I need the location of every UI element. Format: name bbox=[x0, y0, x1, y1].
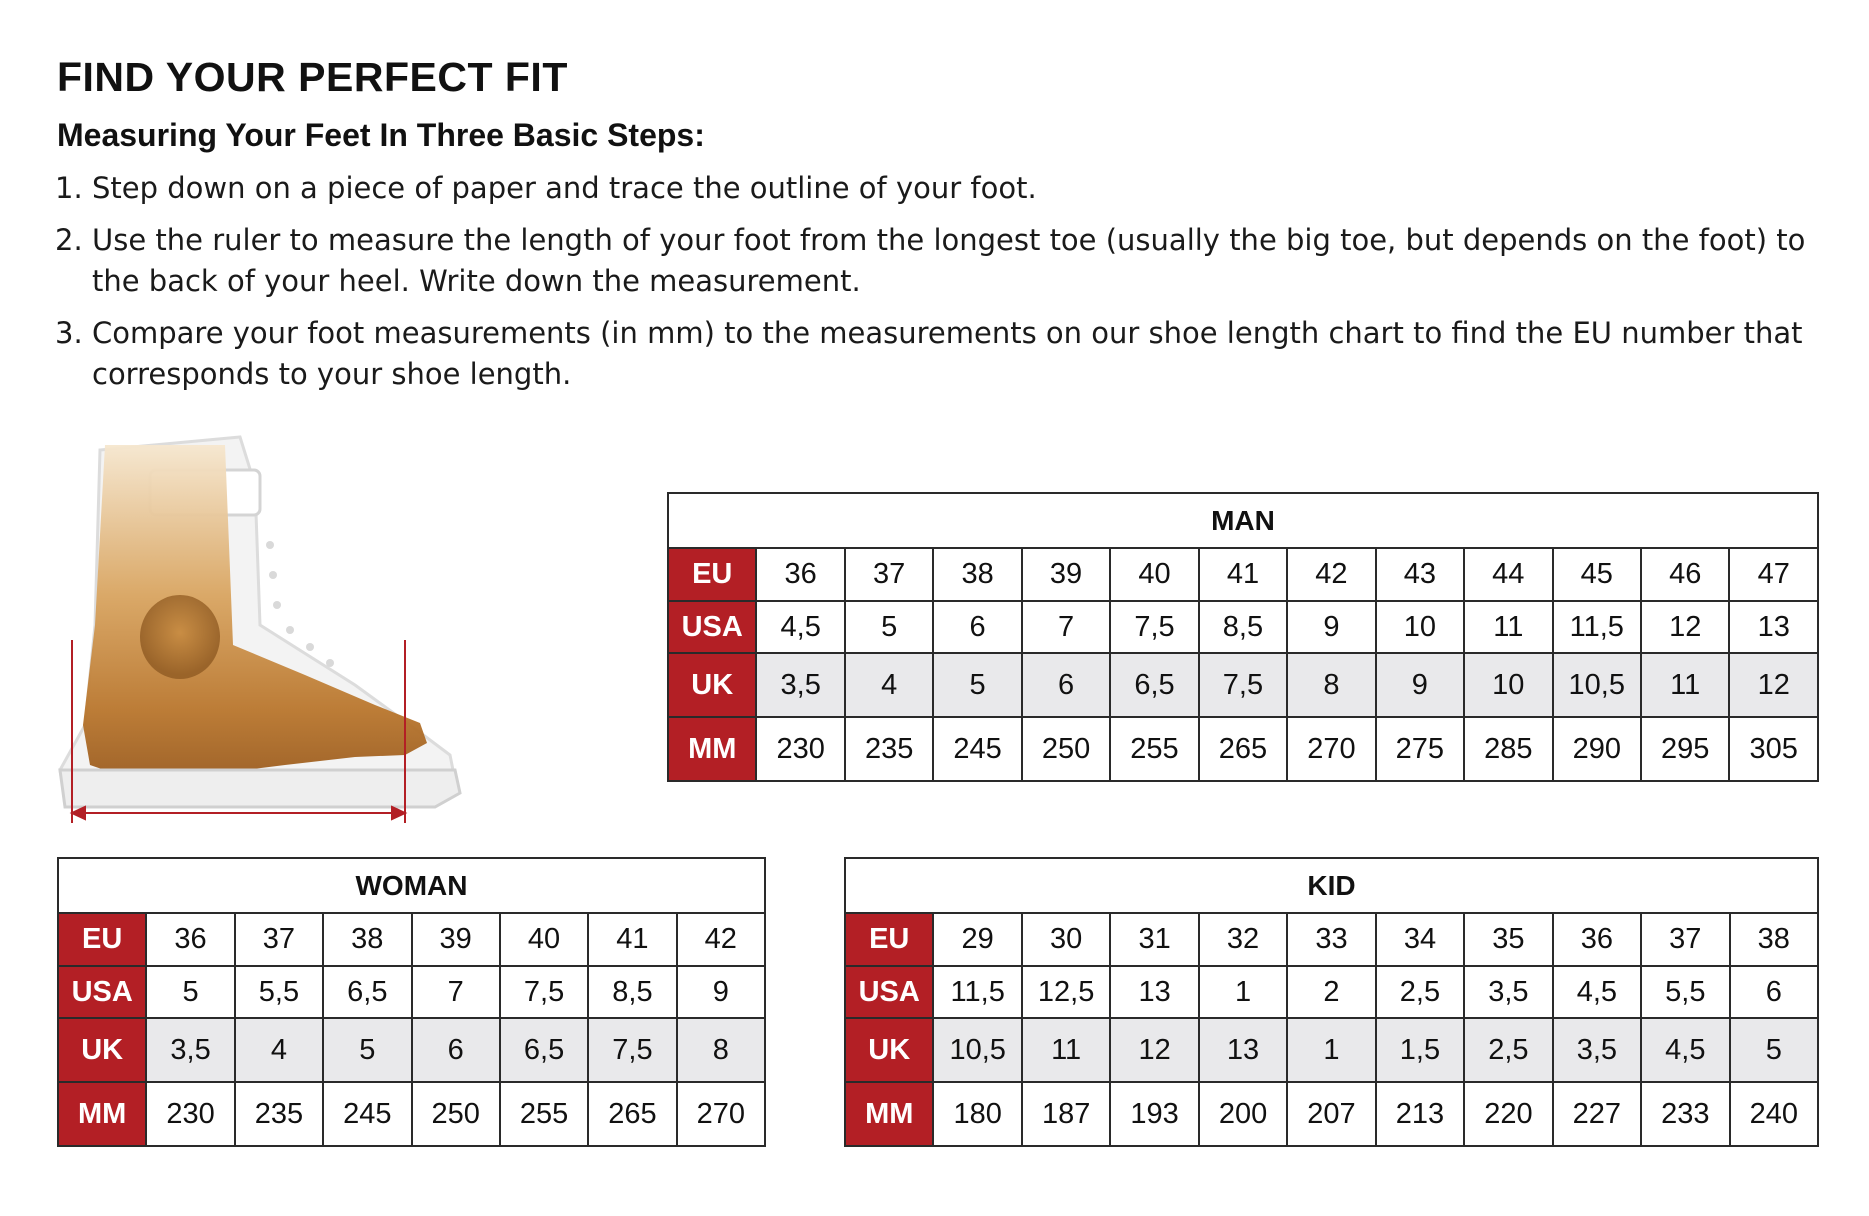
size-cell: 227 bbox=[1553, 1082, 1641, 1146]
size-cell: 207 bbox=[1287, 1082, 1375, 1146]
size-cell: 37 bbox=[1641, 913, 1729, 966]
steps-heading: Measuring Your Feet In Three Basic Steps: bbox=[57, 117, 705, 153]
size-cell: 270 bbox=[677, 1082, 765, 1146]
kid-row-eu bbox=[845, 913, 1818, 966]
size-cell: 265 bbox=[588, 1082, 676, 1146]
size-cell: 2,5 bbox=[1376, 966, 1464, 1018]
size-cell: 2,5 bbox=[1464, 1018, 1552, 1082]
size-cell: 255 bbox=[500, 1082, 588, 1146]
size-cell: 245 bbox=[323, 1082, 411, 1146]
size-cell: 10,5 bbox=[1553, 653, 1641, 717]
size-cell: 11,5 bbox=[1553, 601, 1641, 653]
size-cell: 8 bbox=[1287, 653, 1375, 717]
size-cell: 245 bbox=[933, 717, 1021, 781]
size-cell: 11,5 bbox=[933, 966, 1021, 1018]
size-cell: 36 bbox=[146, 913, 234, 966]
size-cell: 35 bbox=[1464, 913, 1552, 966]
row-label: MM bbox=[668, 717, 756, 781]
size-cell: 43 bbox=[1376, 548, 1464, 601]
size-cell: 1 bbox=[1287, 1018, 1375, 1082]
row-label: USA bbox=[58, 966, 146, 1018]
size-cell: 7 bbox=[412, 966, 500, 1018]
row-label: EU bbox=[668, 548, 756, 601]
size-cell: 6 bbox=[933, 601, 1021, 653]
size-cell: 193 bbox=[1110, 1082, 1198, 1146]
size-cell: 10,5 bbox=[933, 1018, 1021, 1082]
woman-row-usa bbox=[58, 966, 765, 1018]
size-cell: 200 bbox=[1199, 1082, 1287, 1146]
size-cell: 6,5 bbox=[323, 966, 411, 1018]
step-text: Step down on a piece of paper and trace the outline of your foot. bbox=[92, 171, 1037, 205]
size-cell: 36 bbox=[1553, 913, 1641, 966]
step-item bbox=[55, 313, 1835, 395]
size-cell: 6,5 bbox=[500, 1018, 588, 1082]
size-cell: 250 bbox=[1022, 717, 1110, 781]
size-cell: 10 bbox=[1464, 653, 1552, 717]
size-cell: 5 bbox=[323, 1018, 411, 1082]
size-cell: 5 bbox=[845, 601, 933, 653]
size-cell: 39 bbox=[1022, 548, 1110, 601]
size-cell: 9 bbox=[677, 966, 765, 1018]
woman-row-eu bbox=[58, 913, 765, 966]
size-cell: 30 bbox=[1022, 913, 1110, 966]
step-item bbox=[55, 220, 1835, 302]
size-cell: 36 bbox=[756, 548, 844, 601]
size-cell: 270 bbox=[1287, 717, 1375, 781]
size-cell: 295 bbox=[1641, 717, 1729, 781]
step-number: 1. bbox=[55, 171, 83, 205]
size-cell: 9 bbox=[1287, 601, 1375, 653]
size-cell: 235 bbox=[235, 1082, 323, 1146]
boot-foot-illustration bbox=[55, 425, 465, 825]
size-cell: 305 bbox=[1729, 717, 1818, 781]
size-cell: 13 bbox=[1199, 1018, 1287, 1082]
size-cell: 34 bbox=[1376, 913, 1464, 966]
size-cell: 40 bbox=[500, 913, 588, 966]
size-cell: 3,5 bbox=[1553, 1018, 1641, 1082]
size-cell: 213 bbox=[1376, 1082, 1464, 1146]
size-cell: 8,5 bbox=[1199, 601, 1287, 653]
size-cell: 37 bbox=[845, 548, 933, 601]
size-cell: 4,5 bbox=[1553, 966, 1641, 1018]
kid-row-mm bbox=[845, 1082, 1818, 1146]
man-row-mm bbox=[668, 717, 1818, 781]
size-cell: 3,5 bbox=[1464, 966, 1552, 1018]
row-label: EU bbox=[58, 913, 146, 966]
size-cell: 4 bbox=[845, 653, 933, 717]
size-cell: 7,5 bbox=[500, 966, 588, 1018]
step-number: 3. bbox=[55, 316, 83, 350]
woman-row-uk bbox=[58, 1018, 765, 1082]
row-label: UK bbox=[668, 653, 756, 717]
size-cell: 11 bbox=[1464, 601, 1552, 653]
size-cell: 12 bbox=[1641, 601, 1729, 653]
woman-size-table bbox=[57, 857, 766, 1147]
size-cell: 3,5 bbox=[146, 1018, 234, 1082]
size-cell: 290 bbox=[1553, 717, 1641, 781]
size-cell: 47 bbox=[1729, 548, 1818, 601]
ankle-bone bbox=[140, 595, 220, 679]
size-cell: 39 bbox=[412, 913, 500, 966]
size-cell: 13 bbox=[1110, 966, 1198, 1018]
size-cell: 31 bbox=[1110, 913, 1198, 966]
size-cell: 233 bbox=[1641, 1082, 1729, 1146]
size-cell: 255 bbox=[1110, 717, 1198, 781]
size-cell: 41 bbox=[588, 913, 676, 966]
man-row-eu bbox=[668, 548, 1818, 601]
size-cell: 32 bbox=[1199, 913, 1287, 966]
boot-sole bbox=[60, 770, 460, 807]
size-cell: 6 bbox=[1730, 966, 1818, 1018]
size-cell: 12 bbox=[1729, 653, 1818, 717]
size-cell: 4,5 bbox=[756, 601, 844, 653]
size-cell: 265 bbox=[1199, 717, 1287, 781]
size-cell: 240 bbox=[1730, 1082, 1818, 1146]
size-cell: 5 bbox=[1730, 1018, 1818, 1082]
size-cell: 46 bbox=[1641, 548, 1729, 601]
size-cell: 11 bbox=[1022, 1018, 1110, 1082]
size-cell: 37 bbox=[235, 913, 323, 966]
kid-table-title: KID bbox=[845, 858, 1818, 913]
man-row-usa bbox=[668, 601, 1818, 653]
row-label: USA bbox=[845, 966, 933, 1018]
row-label: MM bbox=[845, 1082, 933, 1146]
size-cell: 275 bbox=[1376, 717, 1464, 781]
size-cell: 9 bbox=[1376, 653, 1464, 717]
step-number: 2. bbox=[55, 223, 83, 257]
size-cell: 1,5 bbox=[1376, 1018, 1464, 1082]
size-cell: 38 bbox=[933, 548, 1021, 601]
row-label: USA bbox=[668, 601, 756, 653]
size-cell: 5 bbox=[933, 653, 1021, 717]
size-cell: 8,5 bbox=[588, 966, 676, 1018]
size-cell: 12 bbox=[1110, 1018, 1198, 1082]
size-cell: 42 bbox=[677, 913, 765, 966]
kid-row-usa bbox=[845, 966, 1818, 1018]
man-size-table bbox=[667, 492, 1819, 782]
size-cell: 45 bbox=[1553, 548, 1641, 601]
size-cell: 38 bbox=[323, 913, 411, 966]
kid-size-table bbox=[844, 857, 1819, 1147]
man-row-uk bbox=[668, 653, 1818, 717]
size-cell: 6 bbox=[1022, 653, 1110, 717]
size-cell: 13 bbox=[1729, 601, 1818, 653]
size-cell: 40 bbox=[1110, 548, 1198, 601]
size-cell: 44 bbox=[1464, 548, 1552, 601]
size-cell: 7 bbox=[1022, 601, 1110, 653]
size-cell: 33 bbox=[1287, 913, 1375, 966]
size-cell: 7,5 bbox=[1110, 601, 1198, 653]
size-cell: 5 bbox=[146, 966, 234, 1018]
size-cell: 41 bbox=[1199, 548, 1287, 601]
size-cell: 5,5 bbox=[1641, 966, 1729, 1018]
size-cell: 285 bbox=[1464, 717, 1552, 781]
size-cell: 187 bbox=[1022, 1082, 1110, 1146]
woman-row-mm bbox=[58, 1082, 765, 1146]
size-cell: 7,5 bbox=[1199, 653, 1287, 717]
size-cell: 42 bbox=[1287, 548, 1375, 601]
size-cell: 11 bbox=[1641, 653, 1729, 717]
size-cell: 6,5 bbox=[1110, 653, 1198, 717]
size-cell: 5,5 bbox=[235, 966, 323, 1018]
size-cell: 4,5 bbox=[1641, 1018, 1729, 1082]
kid-row-uk bbox=[845, 1018, 1818, 1082]
woman-table-title: WOMAN bbox=[58, 858, 765, 913]
size-cell: 230 bbox=[756, 717, 844, 781]
step-text: Use the ruler to measure the length of your foot from the longest toe (usually the big toe, but depends on the foot) to the back of your heel. Write down the measurement. bbox=[92, 223, 1806, 298]
size-cell: 1 bbox=[1199, 966, 1287, 1018]
man-table-title: MAN bbox=[668, 493, 1818, 548]
size-cell: 4 bbox=[235, 1018, 323, 1082]
step-item bbox=[55, 168, 1835, 209]
row-label: MM bbox=[58, 1082, 146, 1146]
row-label: UK bbox=[58, 1018, 146, 1082]
size-cell: 12,5 bbox=[1022, 966, 1110, 1018]
size-cell: 230 bbox=[146, 1082, 234, 1146]
measuring-steps-list bbox=[55, 168, 1835, 406]
step-text: Compare your foot measurements (in mm) to the measurements on our shoe length chart to find the EU number that corresponds to your shoe length. bbox=[92, 316, 1803, 391]
size-cell: 29 bbox=[933, 913, 1021, 966]
size-cell: 8 bbox=[677, 1018, 765, 1082]
row-label: EU bbox=[845, 913, 933, 966]
size-cell: 2 bbox=[1287, 966, 1375, 1018]
size-cell: 3,5 bbox=[756, 653, 844, 717]
size-cell: 235 bbox=[845, 717, 933, 781]
size-cell: 250 bbox=[412, 1082, 500, 1146]
size-cell: 220 bbox=[1464, 1082, 1552, 1146]
page-title: FIND YOUR PERFECT FIT bbox=[57, 54, 568, 100]
size-cell: 38 bbox=[1730, 913, 1818, 966]
size-cell: 6 bbox=[412, 1018, 500, 1082]
row-label: UK bbox=[845, 1018, 933, 1082]
size-cell: 10 bbox=[1376, 601, 1464, 653]
size-cell: 180 bbox=[933, 1082, 1021, 1146]
size-cell: 7,5 bbox=[588, 1018, 676, 1082]
